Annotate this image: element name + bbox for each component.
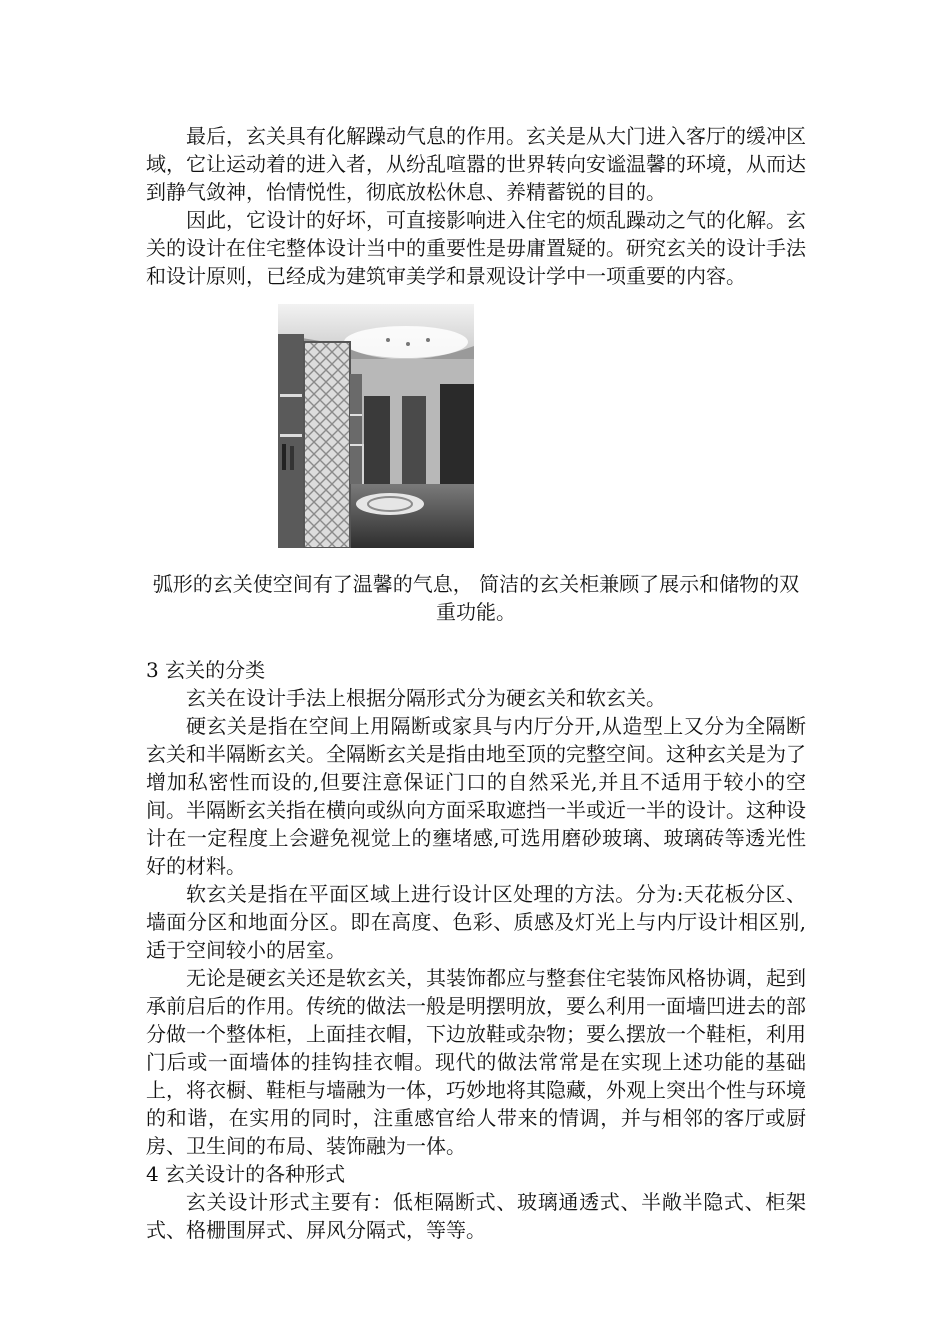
section-heading-4: 4 玄关设计的各种形式 [146,1162,346,1186]
paragraph-classification: 玄关在设计手法上根据分隔形式分为硬玄关和软玄关。 [186,686,666,710]
paragraph-style-coordination: 无论是硬玄关还是软玄关，其装饰都应与整套住宅装饰风格协调，起到承前启后的作用。传统的做法一般是明摆明放，要么利用一面墙凹进去的部分做一个整体柜，上面挂衣帽，下边放鞋或杂物；要么摆放一个鞋柜，利用门后或一面墙体的挂钩挂衣帽。现代的做法常常是在实现上述功能的基础上，将衣橱、鞋柜与墙融为一体，巧妙地将其隐藏，外观上突出个性与环境的和谐，在实用的同时，注重感官给人带来的情调，并与相邻的客厅或厨房、卫生间的布局、装饰融为一体。 [146,966,806,1158]
figure-entrance-photo [146,304,806,550]
paragraph-design-forms: 玄关设计形式主要有：低柜隔断式、玻璃通透式、半敞半隐式、柜架式、格栅围屏式、屏风分隔式，等等。 [146,1190,806,1242]
paragraph-soft-entrance: 软玄关是指在平面区域上进行设计区处理的方法。分为:天花板分区、墙面分区和地面分区。即在高度、色彩、质感及灯光上与内厅设计相区别,适于空间较小的居室。 [146,882,806,962]
document-page [146,122,806,1244]
paragraph-closing-function: 最后，玄关具有化解躁动气息的作用。玄关是从大门进入客厅的缓冲区域，它让运动着的进入者，从纷乱喧嚣的世界转向安谧温馨的环境，从而达到静气敛神，怡情悦性，彻底放松休息、养精蓄锐的目的。 [146,124,806,204]
section-heading-3: 3 玄关的分类 [146,658,266,682]
paragraph-hard-entrance: 硬玄关是指在空间上用隔断或家具与内厅分开,从造型上又分为全隔断玄关和半隔断玄关。全隔断玄关是指由地至顶的完整空间。这种玄关是为了增加私密性而设的,但要注意保证门口的自然采光,并且不适用于较小的空间。半隔断玄关指在横向或纵向方面采取遮挡一半或近一半的设计。这种设计在一定程度上会避免视觉上的壅堵感,可选用磨砂玻璃、玻璃砖等透光性好的材料。 [146,714,806,878]
spacer [146,626,806,656]
figure-caption: 弧形的玄关使空间有了温馨的气息， 简洁的玄关柜兼顾了展示和储物的双重功能。 [152,572,800,624]
paragraph-importance: 因此，它设计的好坏，可直接影响进入住宅的烦乱躁动之气的化解。玄关的设计在住宅整体设计当中的重要性是毋庸置疑的。研究玄关的设计手法和设计原则，已经成为建筑审美学和景观设计学中一项重要的内容。 [146,208,806,288]
entrance-hall-photo [278,304,474,548]
